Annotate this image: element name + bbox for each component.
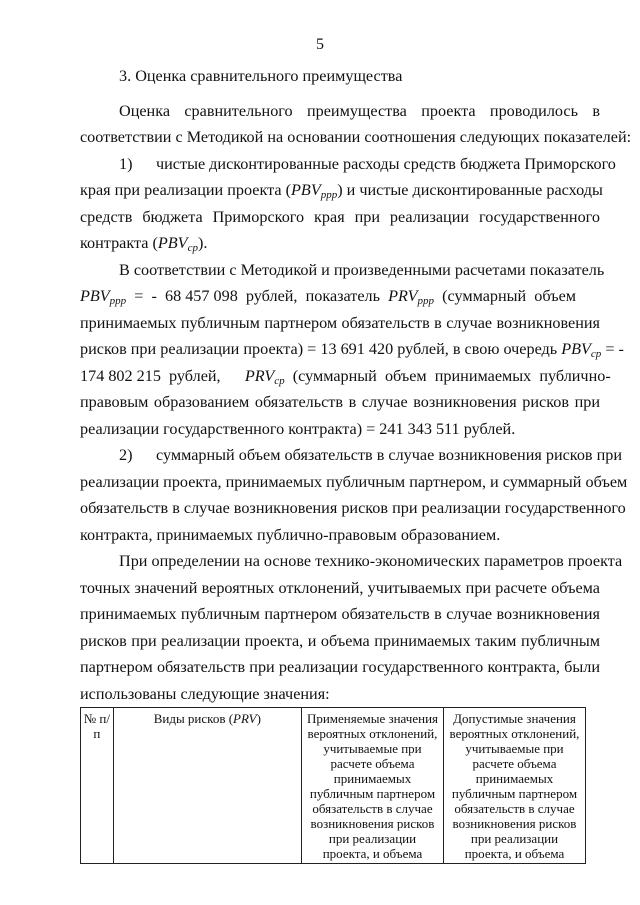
para3-line-4: рисков при реализации проекта, и объема принимаемых таким публичным bbox=[80, 632, 600, 650]
para3-line-1: При определении на основе технико-экономических параметров проекта bbox=[119, 552, 623, 570]
item2-line-3: обязательств в случае возникновения рисков при реализации государственного bbox=[80, 499, 626, 517]
calc-line-4: рисков при реализации проекта) = 13 691 420 рублей, в свою очередь $PBV_{cp}$ = - bbox=[80, 340, 624, 360]
calc-line-5: 174 802 215 рублей, $PRV_{cp}$ (суммарный объем принимаемых публично- bbox=[80, 367, 611, 387]
item1-line-3: средств бюджета Приморского края при реализации государственного bbox=[80, 208, 600, 226]
item1-line-2: края при реализации проекта $(PBV_{ppp})$ и чистые дисконтированные расходы bbox=[80, 181, 603, 201]
para3-line-5: партнером обязательств при реализации государственного контракта, были bbox=[80, 658, 600, 676]
table-header-row bbox=[81, 708, 586, 864]
item2-line-2: реализации проекта, принимаемых публичным партнером, и суммарный объем bbox=[80, 473, 628, 491]
page-number: 5 bbox=[316, 36, 324, 53]
intro-line-2: соответствии с Методикой на основании соотношения следующих показателей: bbox=[80, 128, 632, 146]
calc-line-2: $PBV_{ppp}$ = - 68 457 098 рублей, показатель $PRV_{ppp}$ (суммарный объем bbox=[80, 287, 576, 307]
calc-line-7: реализации государственного контракта) = 241 343 511 рублей. bbox=[80, 420, 516, 438]
para3-line-6: использованы следующие значения: bbox=[80, 685, 330, 703]
calc-line-1: В соответствии с Методикой и произведенными расчетами показатель bbox=[119, 261, 605, 279]
col-number-header: № п/п bbox=[81, 708, 114, 864]
item1-line-1: чистые дисконтированные расходы средств бюджета Приморского bbox=[156, 155, 616, 173]
para3-line-2: точных значений вероятных отклонений, учитываемых при расчете объема bbox=[80, 579, 600, 597]
para3-line-3: принимаемых публичным партнером обязательств в случае возникновения bbox=[80, 605, 600, 623]
item2-number: 2) bbox=[119, 446, 133, 464]
intro-line-1: Оценка сравнительного преимущества проекта проводилось в bbox=[119, 102, 600, 120]
item1-line-4: контракта $(PBV_{cp})$. bbox=[80, 234, 208, 254]
item2-line-4: контракта, принимаемых публично-правовым образованием. bbox=[80, 526, 501, 544]
risks-table bbox=[80, 707, 586, 864]
calc-line-6: правовым образованием обязательств в случае возникновения рисков при bbox=[80, 393, 600, 411]
item1-number: 1) bbox=[119, 155, 133, 173]
calc-line-3: принимаемых публичным партнером обязательств в случае возникновения bbox=[80, 314, 600, 332]
item2-line-1: суммарный объем обязательств в случае возникновения рисков при bbox=[156, 446, 623, 464]
col-allowed-values-header: Допустимые значения вероятных отклонений, учитываемые при расчете объема принимаемых публичным партнером обязательств в случае возникновения рисков при реализации проекта, и объема bbox=[443, 708, 585, 864]
section-heading: 3. Оценка сравнительного преимущества bbox=[119, 67, 403, 85]
col-applied-values-header: Применяемые значения вероятных отклонений, учитываемые при расчете объема принимаемых публичным партнером обязательств в случае возникновения рисков при реализации проекта, и объема bbox=[301, 708, 443, 864]
col-risk-types-header: Виды рисков (PRV) bbox=[113, 708, 301, 864]
